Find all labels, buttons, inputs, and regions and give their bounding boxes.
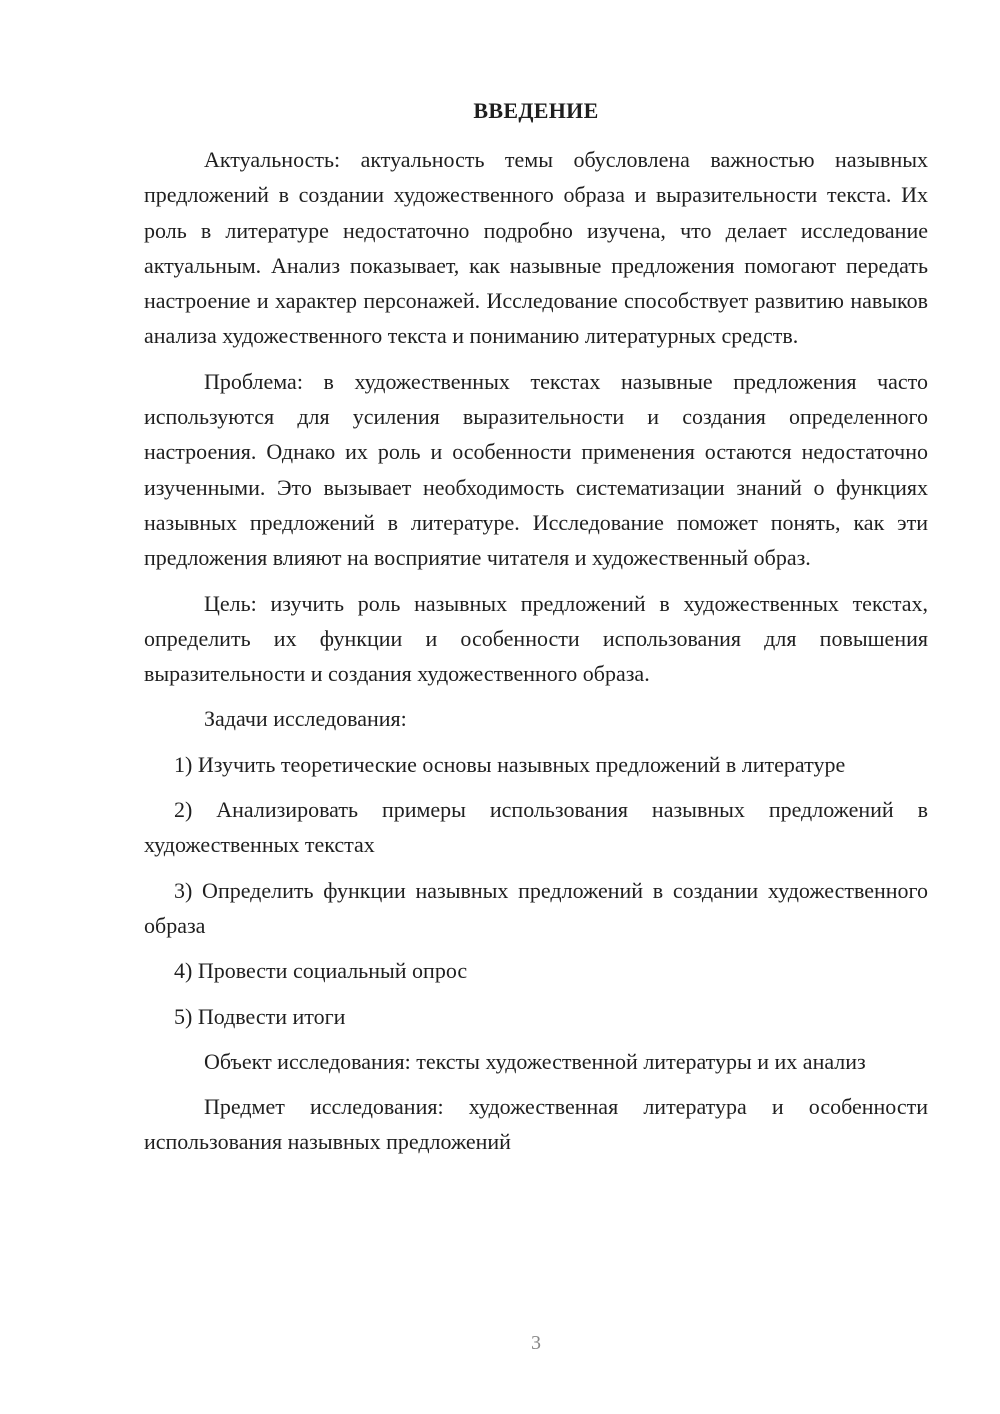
task-item-3: 3) Определить функции назывных предложений в создании художественного образа	[144, 877, 928, 938]
task-item-2: 2) Анализировать примеры использования назывных предложений в художественных текстах	[144, 797, 928, 858]
document-page	[144, 96, 928, 1170]
relevance-paragraph: Актуальность: актуальность темы обусловлена важностью назывных предложений в создании художественного образа и выразительности текста. Их роль в литературе недостаточно подробно изучена, что делает исследование актуальным. Анализ показывает, как назывные предложения помогают передать настроение и характер персонажей. Исследование способствует развитию навыков анализа художественного текста и пониманию литературных средств.	[144, 147, 928, 349]
subject-paragraph: Предмет исследования: художественная литература и особенности использования назывных предложений	[144, 1094, 928, 1155]
tasks-title: Задачи исследования:	[204, 706, 407, 732]
task-item-1: 1) Изучить теоретические основы назывных предложений в литературе	[174, 751, 846, 777]
problem-paragraph: Проблема: в художественных текстах назывные предложения часто используются для усиления выразительности и создания определенного настроения. Однако их роль и особенности применения остаются недостаточно изученными. Это вызывает необходимость систематизации знаний о функциях назывных предложений в литературе. Исследование поможет понять, как эти предложения влияют на восприятие читателя и художественный образ.	[144, 368, 928, 571]
object-paragraph: Объект исследования: тексты художественной литературы и их анализ	[204, 1048, 866, 1074]
task-item-4: 4) Провести социальный опрос	[174, 958, 468, 984]
section-heading: ВВЕДЕНИЕ	[473, 98, 599, 123]
page-number: 3	[531, 1332, 541, 1354]
goal-paragraph: Цель: изучить роль назывных предложений в художественных текстах, определить их функции и особенности использования для повышения выразительности и создания художественного образа.	[144, 590, 928, 687]
task-item-5: 5) Подвести итоги	[174, 1003, 346, 1029]
tasks-list	[144, 747, 928, 1034]
